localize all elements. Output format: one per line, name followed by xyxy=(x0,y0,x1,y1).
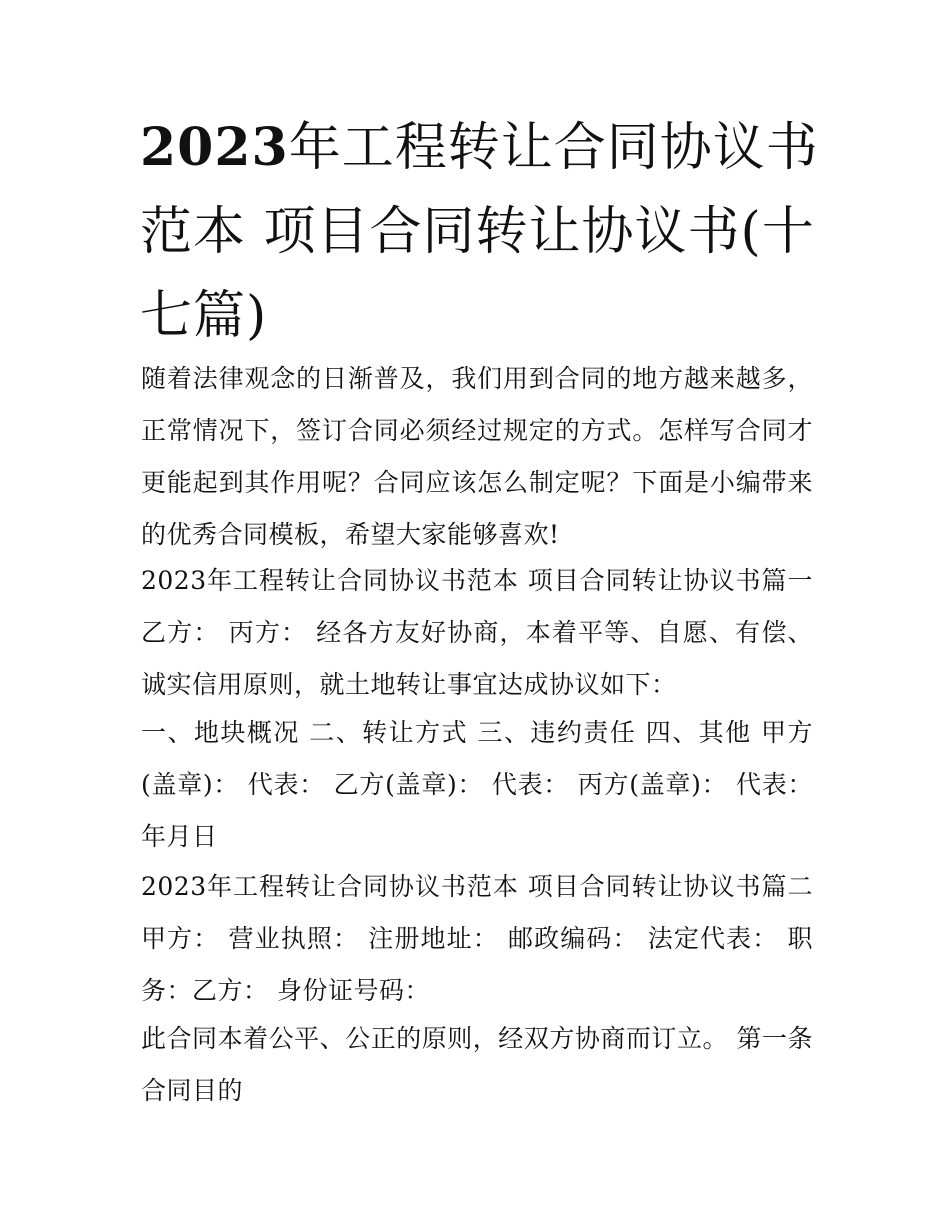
intro-paragraph: 随着法律观念的日渐普及，我们用到合同的地方越来越多，正常情况下，签订合同必须经过规定的方式。怎样写合同才更能起到其作用呢？合同应该怎么制定呢？下面是小编带来的优秀合同模板，希望大家能够喜欢! xyxy=(141,364,813,549)
section-two-paragraph: 2023年工程转让合同协议书范本 项目合同转让协议书篇二 甲方： 营业执照： 注册地址： 邮政编码： 法定代表： 职务：乙方： 身份证号码： xyxy=(141,872,813,1005)
section-one-paragraph: 2023年工程转让合同协议书范本 项目合同转让协议书篇一 乙方： 丙方： 经各方友好协商，本着平等、自愿、有偿、诚实信用原则，就土地转让事宜达成协议如下： xyxy=(141,566,813,699)
contract-purpose-paragraph: 此合同本着公平、公正的原则，经双方协商而订立。 第一条合同目的 xyxy=(141,1024,813,1105)
section-one-items-paragraph: 一、地块概况 二、转让方式 三、违约责任 四、其他 甲方(盖章)： 代表： 乙方(盖章)： 代表： 丙方(盖章)： 代表： 年月日 xyxy=(141,718,813,851)
page-title xyxy=(140,106,820,358)
title-year: 2023 xyxy=(140,117,289,178)
title-text: 年工程转让合同协议书范本 项目合同转让协议书(十七篇) xyxy=(140,118,819,346)
